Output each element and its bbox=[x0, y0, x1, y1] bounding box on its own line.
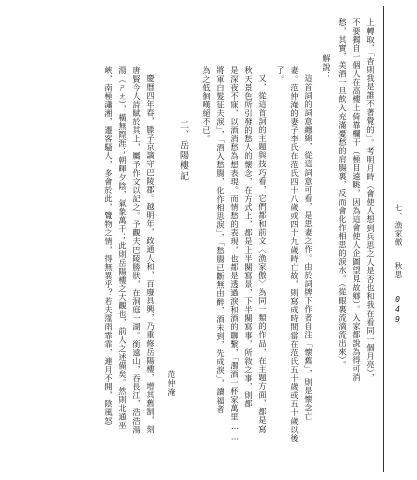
page-number: 049 bbox=[393, 295, 402, 325]
poem-title: 二、岳陽樓記 bbox=[178, 120, 188, 182]
middle-column: 為之低徊嘆絕不已。 bbox=[202, 66, 212, 143]
top-text-column: 不要獨自一個人在高樓上倚靠欄干（極目遠眺，因為這會使人企圖望見故鄉）。入家都說為得可消 bbox=[352, 18, 362, 382]
middle-column: 秋天景色所引發的愁人的懷念，在方式上，都是上半闋寫景，下半闋寫事，所敘之事，則都 bbox=[244, 66, 254, 408]
analysis-column: 妻。范仲淹的妻子李氏在范氏四十八歲或四十九歲時亡故，則寫成時間當在范氏五十歲或五十歲以後 bbox=[290, 66, 300, 443]
body-column: 慶曆四年春，滕子京謫守巴陵郡。越明年，政通人和，百廢具興，乃重修岳陽樓，增其舊制，刻 bbox=[146, 74, 156, 434]
top-text-column: 上轉取，「杳則我是誰不著覺的」。考明月時（會使人想到兵思之人是否也和我在看同一個月亮）， bbox=[366, 18, 376, 382]
body-column: 湯（ㄕㄤ），橫無際涯；朝暉夕陰，氣象萬千；此則岳陽樓之大觀也，前人之述備矣。然則北通巫 bbox=[118, 66, 128, 430]
running-header-book: 七、漁家傲 bbox=[394, 204, 403, 247]
middle-column: 將軍白髮征夫淚」，「酒入愁腸，化作相思淚」，「愁腸已斷無由醉，酒未到，先成淚」，讀福者 bbox=[216, 66, 226, 414]
analysis-column: 了。 bbox=[276, 66, 286, 84]
poem-author: 范仲淹 bbox=[167, 370, 176, 397]
header-rule bbox=[383, 6, 384, 472]
middle-column: 又，從這首詞的主題與技巧看，它們都和前文〈漁家傲〉為同一類的作品，在主題方面，都是寫 bbox=[258, 74, 268, 434]
top-text-column: 愁，其實，美酒一旦飲入充滿憂愁的肩腸裏，反而會化作相思的淚水。（從眼裏流滴流出來）。 bbox=[338, 18, 348, 369]
analysis-heading: 解說： bbox=[322, 54, 332, 80]
running-header-section: 秋思 bbox=[394, 262, 403, 279]
body-column: 唐賢今人詩賦於其上，屬予作文以記之。予觀夫巴陵勝狀，在洞庭一湖。銜遠山，吞長江，浩浩湯 bbox=[132, 66, 142, 434]
middle-column: 是深夜不寐，以酒消愁為想表現。而情愁的表現，也都是透過淚和酒的聯繫，「濁酒一杯家萬里…… bbox=[230, 66, 240, 442]
body-column: 峽，南極瀟湘，遷客騷人，多會於此，覽物之情，得無異乎？若夫霪雨霏霏，連月不開，陰風怒 bbox=[104, 66, 114, 426]
analysis-column: 這首詞的詞意纏綿，從這詞意可看，是思妻之作。由於詞牌下作者自注「懷舊」，則是懷念亡 bbox=[304, 74, 314, 421]
